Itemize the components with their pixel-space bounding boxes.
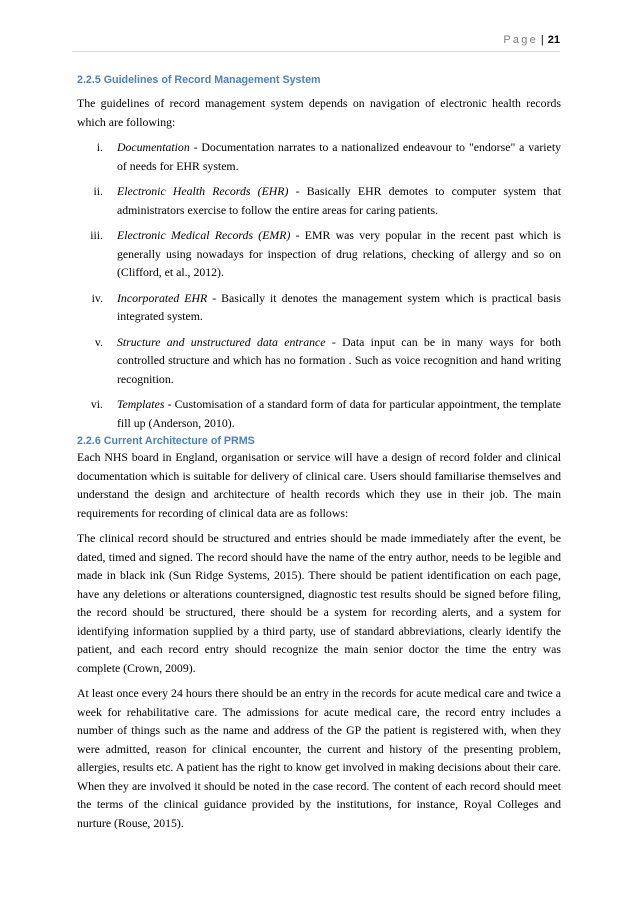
- page-label: Page: [503, 34, 538, 46]
- list-text: Documentation narrates to a nationalized endeavour to "endorse" a variety of needs for EHR system.: [117, 140, 561, 173]
- header-divider: [72, 51, 560, 52]
- list-text: Data input can be in many ways for both controlled structure and which has no formation . Such as voice recognition and hand writing recognition.: [117, 334, 561, 386]
- list-term: Electronic Medical Records (EMR) -: [117, 228, 300, 242]
- section-heading-2-2-5: 2.2.5 Guidelines of Record Management System: [77, 74, 321, 86]
- list-numeral: iv.: [91, 290, 103, 305]
- list-text: EMR was very popular in the recent past which is generally using nowadays for inspection of drug relations, checking of allergy and so on (Clifford, et al., 2012).: [117, 228, 561, 279]
- list-term: Electronic Health Records (EHR) -: [117, 184, 300, 198]
- list-numeral: ii.: [93, 184, 103, 198]
- section-2-2-6-paragraph: The clinical record should be structured and entries should be made immediately after the event, be dated, timed and signed. The record should have the name of the entry author, needs to be legible and made in black ink (Sun Ridge Systems, 2015). There should be patient identification on each page, have any deletions or alterations countersigned, diagnostic test results should be signed before filing, the record should be structured, there should be a system for recording alerts, and a system for identifying information supplied by a third party, use of standard abbreviations, clearly identify the patient, and each record entry should recognize the main senior doctor the time the entry was complete (Crown, 2009).: [77, 531, 561, 675]
- list-item: [77, 182, 561, 219]
- list-numeral: iii.: [90, 228, 103, 242]
- guidelines-list: [77, 138, 561, 432]
- list-text: Basically EHR demotes to computer system that administrators exercise to follow the entire areas for caring patients.: [117, 184, 561, 217]
- page-separator: |: [540, 34, 544, 46]
- list-item: [77, 226, 561, 282]
- section-2-2-6-paragraph: At least once every 24 hours there should be an entry in the records for acute medical care and twice a week for rehabilitative care. The admissions for acute medical care, the record entry includes a number of things such as the name and address of the GP the patient is registered with, when they were admitted, reason for clinical encounter, the current and history of the presenting problem, allergies, results etc. A patient has the right to know get involved in making decisions about their care. When they are involved it should be noted in the case record. The content of each record should meet the terms of the clinical guidance provided by the institutions, for instance, Royal Colleges and nurture (Rouse, 2015).: [77, 686, 561, 830]
- list-item: [77, 138, 561, 175]
- list-numeral: i.: [96, 140, 103, 154]
- list-numeral: vi.: [90, 397, 103, 411]
- list-text: Customisation of a standard form of data for particular appointment, the template fill up (Anderson, 2010).: [117, 397, 562, 430]
- list-item: [77, 395, 561, 432]
- list-term: Incorporated EHR -: [117, 290, 217, 305]
- page-content: [77, 74, 561, 832]
- list-item: [77, 333, 561, 389]
- list-item: [77, 289, 561, 326]
- section-heading-2-2-6: 2.2.6 Current Architecture of PRMS: [77, 435, 255, 447]
- list-term: Templates -: [117, 397, 172, 411]
- section-2-2-5-intro: The guidelines of record management system depends on navigation of electronic health records which are following:: [77, 96, 561, 129]
- section-2-2-6-paragraph: Each NHS board in England, organisation or service will have a design of record folder and clinical documentation which is suitable for delivery of clinical care. Users should familiarise themselves and understand the design and architecture of health records which they use in their job. The main requirements for recording of clinical data are as follows:: [77, 450, 561, 520]
- list-term: Documentation -: [117, 140, 198, 154]
- list-numeral: v.: [94, 334, 103, 349]
- page-number: 21: [547, 34, 560, 46]
- list-text: Basically it denotes the management system which is practical basis integrated system.: [117, 290, 561, 323]
- list-term: Structure and unstructured data entrance -: [117, 334, 336, 349]
- page-header: [503, 34, 560, 46]
